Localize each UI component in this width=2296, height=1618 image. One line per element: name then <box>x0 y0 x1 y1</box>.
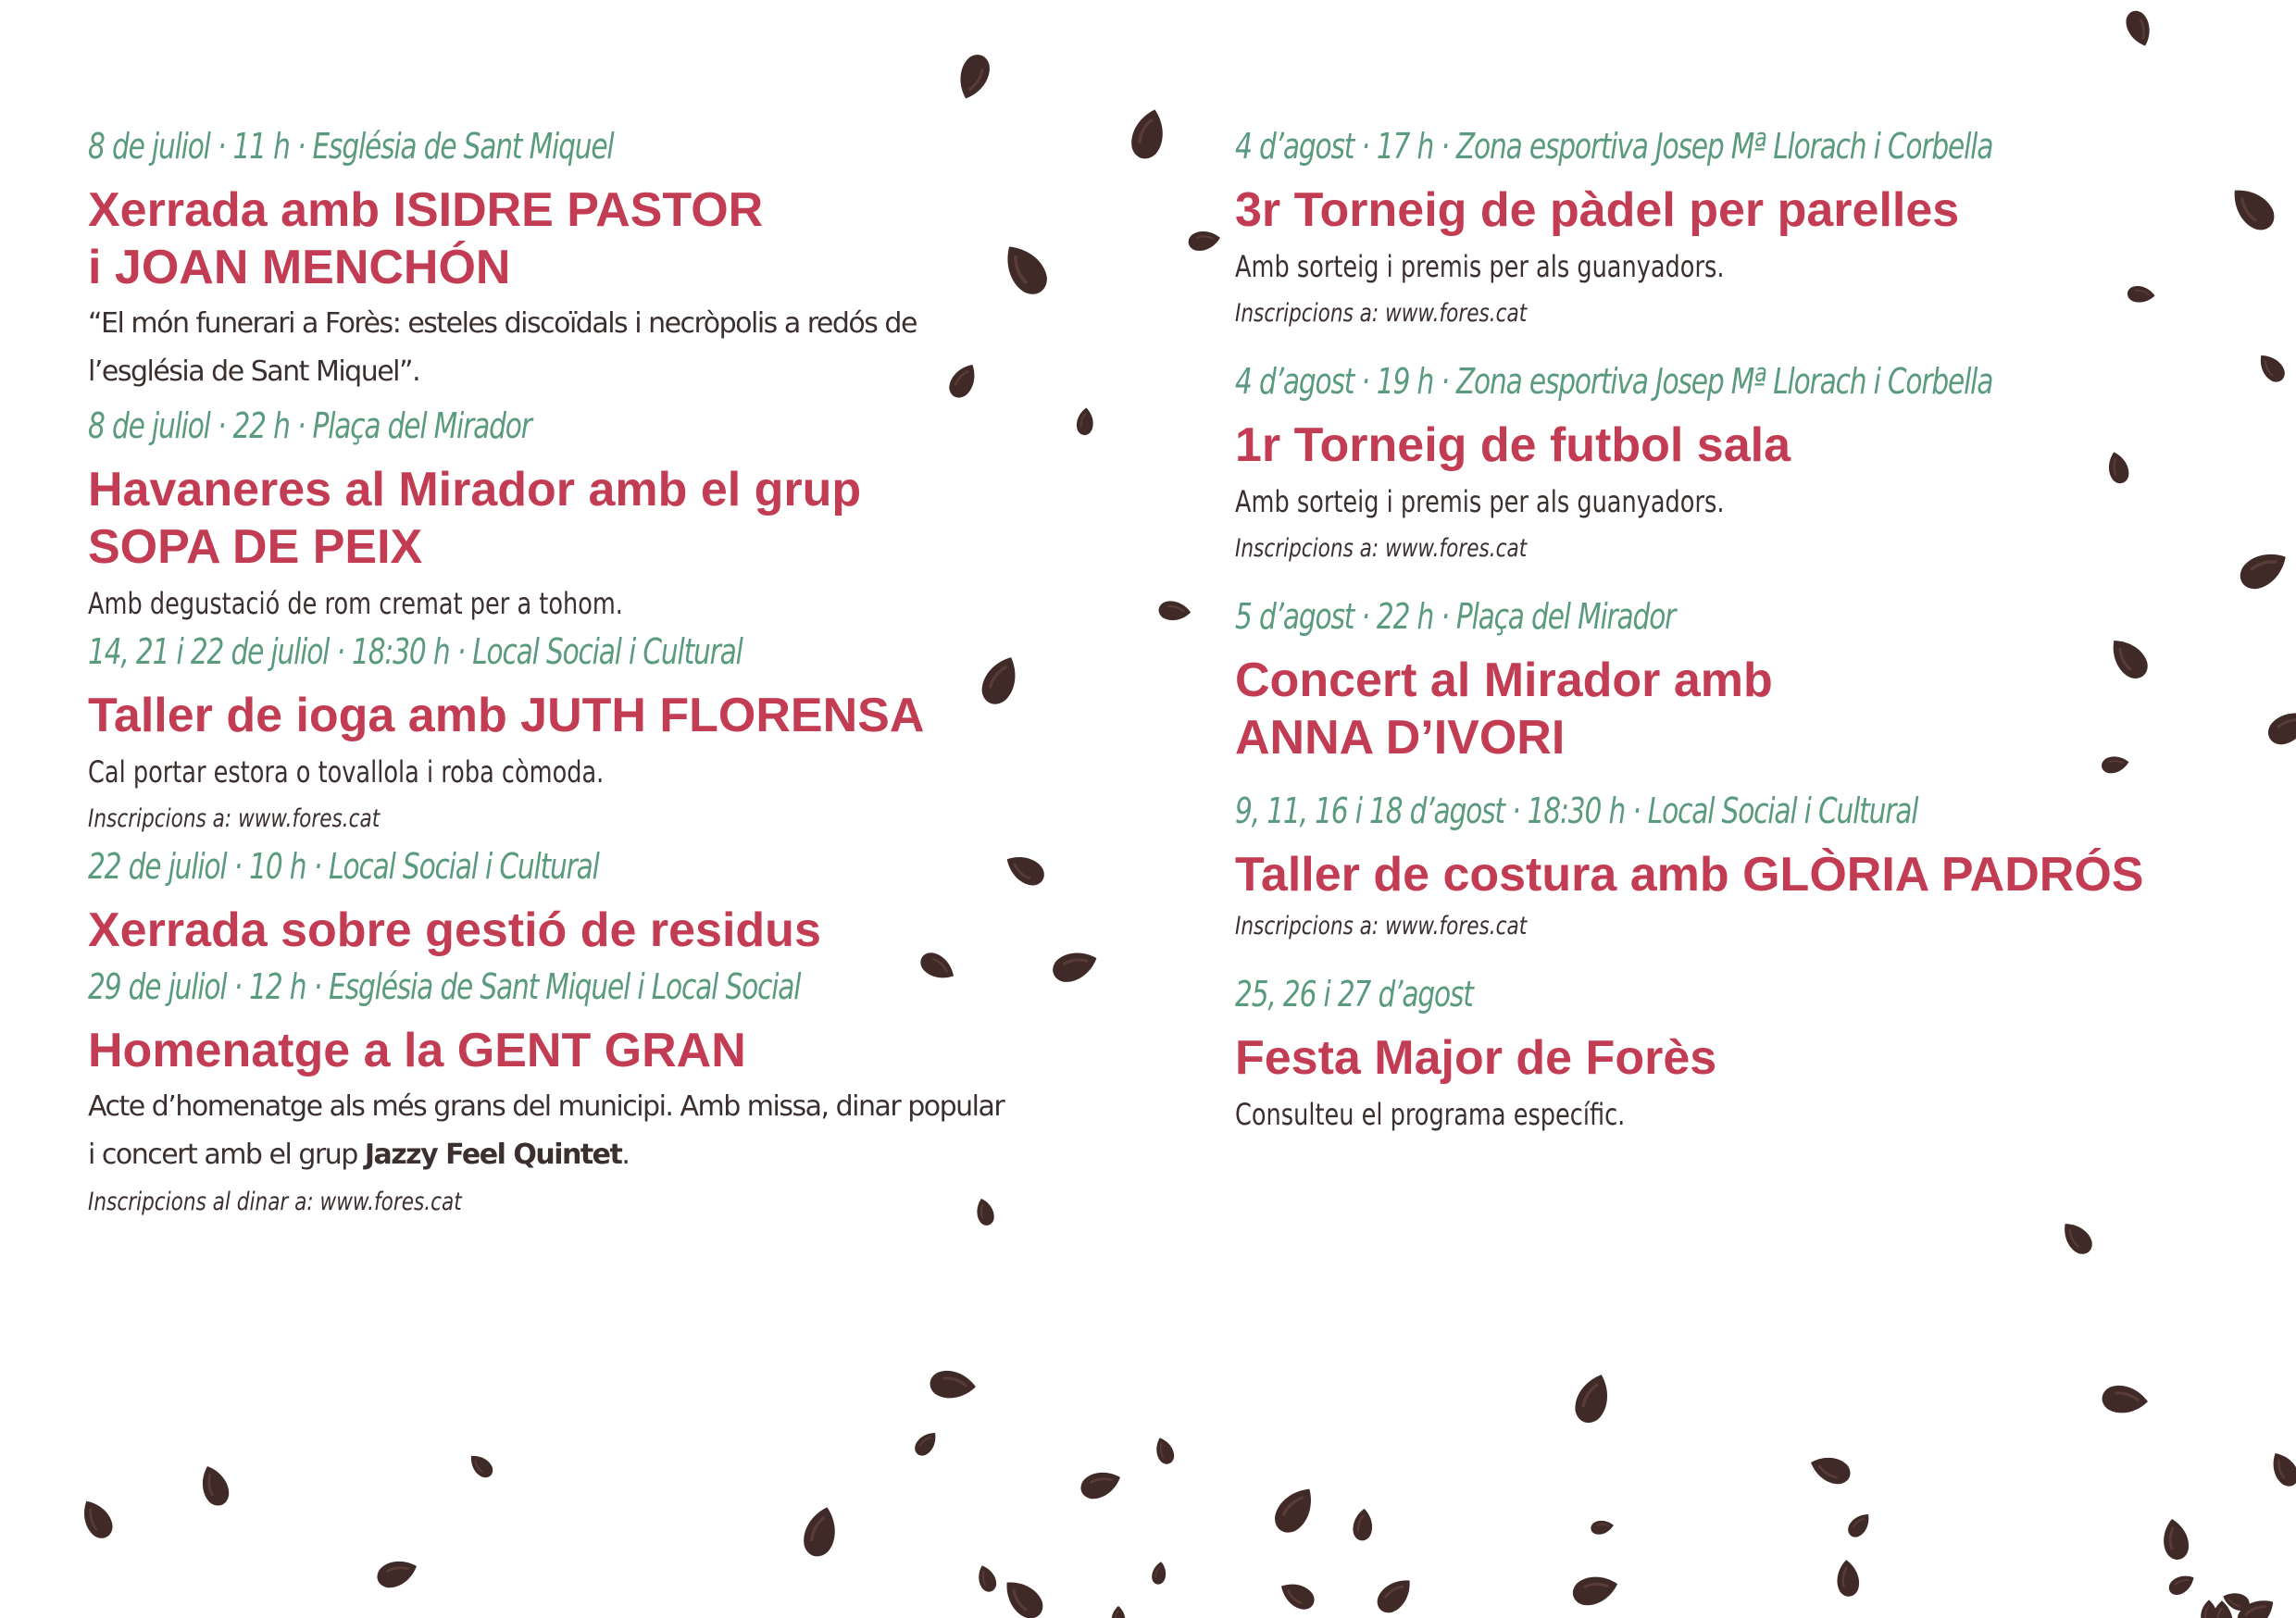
event-title-line: Homenatge a la GENT GRAN <box>88 1024 746 1077</box>
seed-icon <box>2165 1571 2198 1599</box>
event-description-text: Acte d’homenatge als més grans del municipi. Amb missa, dinar popular i concert amb el grup <box>88 1090 1004 1171</box>
seed-icon <box>2101 1384 2149 1415</box>
seed-icon <box>2263 703 2296 750</box>
event-title-line: Concert al Mirador amb <box>1235 653 1773 707</box>
event-6 <box>1235 357 2235 568</box>
event-5 <box>1235 122 2235 333</box>
seed-icon <box>2235 544 2293 595</box>
event-title <box>88 1022 1032 1079</box>
seed-icon <box>997 1573 1049 1618</box>
event-meta: 29 de juliol · 12 h · Església de Sant Miquel i Local Social <box>88 966 801 1007</box>
seed-icon <box>466 1450 496 1481</box>
event-1 <box>88 402 1032 628</box>
event-2 <box>88 628 1032 839</box>
seed-icon <box>953 51 994 104</box>
seed-icon <box>1590 1519 1615 1537</box>
event-title-line: Taller de ioga amb JUTH FLORENSA <box>88 689 925 742</box>
event-title <box>88 687 1032 744</box>
event-title <box>88 181 1032 296</box>
seed-icon <box>1128 106 1169 162</box>
event-inscription: Inscripcions a: www.fores.cat <box>1235 912 1528 940</box>
event-meta: 8 de juliol · 22 h · Plaça del Mirador <box>88 405 531 446</box>
event-meta: 4 d’agost · 17 h · Zona esportiva Josep Mª Llorach i Corbella <box>1235 126 1993 167</box>
left-column <box>88 122 1032 1222</box>
seed-icon <box>1158 600 1192 622</box>
event-7 <box>1235 592 2235 766</box>
seed-icon <box>1076 407 1094 436</box>
event-title-line: SOPA DE PEIX <box>88 520 423 574</box>
event-inscription: Inscripcions a: www.fores.cat <box>1235 534 1528 563</box>
seed-icon <box>2160 1517 2191 1562</box>
event-title-line: ANNA D’IVORI <box>1235 711 1566 765</box>
seed-icon <box>1806 1451 1853 1488</box>
event-title-line: 1r Torneig de futbol sala <box>1235 418 1791 472</box>
seed-icon <box>929 1369 977 1400</box>
event-inscription: Inscripcions al dinar a: www.fores.cat <box>88 1188 462 1216</box>
event-title <box>88 461 1032 576</box>
event-meta: 22 de juliol · 10 h · Local Social i Cultural <box>88 846 599 887</box>
event-4 <box>88 963 1032 1222</box>
seed-icon <box>2123 7 2156 49</box>
seed-icon <box>1268 1480 1322 1538</box>
event-description: Amb degustació de rom cremat per a tohom. <box>88 586 623 621</box>
event-3 <box>88 842 1032 959</box>
seed-icon <box>1352 1508 1374 1541</box>
seed-icon <box>1835 1559 1860 1597</box>
event-title <box>1235 417 2235 474</box>
seed-icon <box>1844 1509 1875 1540</box>
seed-icon <box>1372 1572 1418 1618</box>
event-meta: 5 d’agost · 22 h · Plaça del Mirador <box>1235 596 1676 637</box>
seed-icon <box>974 1562 999 1594</box>
event-title-line: 3r Torneig de pàdel per parelles <box>1235 183 1960 237</box>
event-title <box>1235 846 2235 903</box>
seed-icon <box>1112 1606 1126 1618</box>
seed-icon <box>1152 1435 1177 1466</box>
event-meta: 8 de juliol · 11 h · Església de Sant Miquel <box>88 126 614 167</box>
seed-icon <box>800 1503 842 1560</box>
event-description: Amb sorteig i premis per als guanyadors. <box>1235 249 1725 284</box>
seed-icon <box>2265 1448 2296 1490</box>
event-9 <box>1235 970 2235 1139</box>
event-meta: 9, 11, 16 i 18 d’agost · 18:30 h · Local Social i Cultural <box>1235 790 1918 831</box>
event-description-end: . <box>621 1139 630 1171</box>
event-meta: 25, 26 i 27 d’agost <box>1235 974 1473 1014</box>
event-title <box>1235 1029 2235 1087</box>
event-title <box>88 902 1032 959</box>
event-title-line: Havaneres al Mirador amb el grup <box>88 463 862 517</box>
event-description <box>88 1083 1014 1179</box>
seed-icon <box>2201 1599 2217 1618</box>
seed-icon <box>1078 1466 1125 1503</box>
event-title-line: Festa Major de Forès <box>1235 1031 1717 1085</box>
right-column <box>1235 122 2235 1139</box>
event-title-line: Taller de costura amb GLÒRIA PADRÓS <box>1235 848 2144 902</box>
event-title-line: i JOAN MENCHÓN <box>88 241 511 294</box>
event-0 <box>88 122 1032 396</box>
seed-icon <box>1151 1561 1168 1586</box>
seed-icon <box>1049 945 1102 987</box>
event-title-line: Xerrada amb ISIDRE PASTOR <box>88 183 764 237</box>
event-inscription: Inscripcions a: www.fores.cat <box>88 804 381 833</box>
event-title <box>1235 652 2235 766</box>
seed-icon <box>374 1555 421 1592</box>
seed-icon <box>1569 1571 1620 1609</box>
event-description: “El món funerari a Forès: esteles discoïdals i necròpolis a redós de l’església de Sant Miquel”. <box>88 307 917 388</box>
event-meta: 14, 21 i 22 de juliol · 18:30 h · Local Social i Cultural <box>88 631 742 672</box>
seed-icon <box>911 1427 942 1459</box>
event-title-line: Xerrada sobre gestió de residus <box>88 903 821 957</box>
seed-icon <box>2057 1217 2097 1259</box>
event-description: Cal portar estora o tovallola i roba còmoda. <box>88 754 605 790</box>
seed-icon <box>1187 229 1222 253</box>
event-8 <box>1235 787 2235 946</box>
band-name: Jazzy Feel Quintet <box>364 1139 622 1171</box>
event-inscription: Inscripcions a: www.fores.cat <box>1235 299 1528 328</box>
event-meta: 4 d’agost · 19 h · Zona esportiva Josep Mª Llorach i Corbella <box>1235 361 1993 402</box>
event-description: Consulteu el programa específic. <box>1235 1097 1626 1132</box>
seed-icon <box>2253 349 2289 386</box>
seed-icon <box>1570 1370 1616 1427</box>
event-title <box>1235 181 2235 239</box>
seed-icon <box>76 1495 118 1543</box>
event-description: Amb sorteig i premis per als guanyadors. <box>1235 484 1725 519</box>
seed-icon <box>1276 1576 1318 1613</box>
seed-icon <box>196 1462 233 1509</box>
